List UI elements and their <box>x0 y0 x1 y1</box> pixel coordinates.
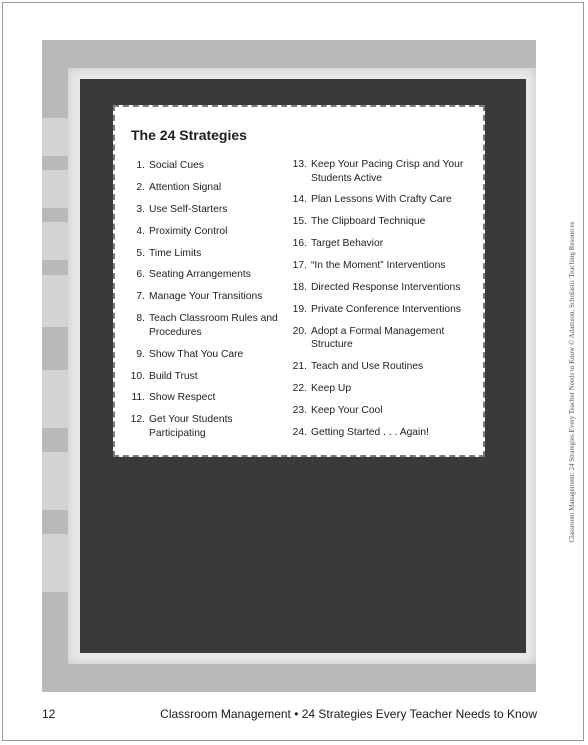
strategy-item <box>285 215 477 229</box>
strategy-label: “In the Moment” Interventions <box>311 260 446 272</box>
strategy-number: 12. <box>130 414 145 426</box>
strategy-label: Use Self-Starters <box>149 203 228 215</box>
side-credit: Classroom Management: 24 Strategies Every Teacher Needs to Know © Adamson, Scholastic Teaching Resources <box>568 221 576 543</box>
strategy-item <box>123 348 279 362</box>
strategy-item <box>123 159 279 173</box>
strategy-item <box>123 391 279 405</box>
strategy-label: Directed Response Interventions <box>311 281 461 293</box>
running-head: Classroom Management • 24 Strategies Every Teacher Needs to Know <box>160 707 537 721</box>
strategy-label: Adopt a Formal Management Structure <box>311 325 445 351</box>
strategy-number: 8. <box>136 313 145 325</box>
box-title: The 24 Strategies <box>131 127 247 143</box>
strategy-label: Seating Arrangements <box>149 269 251 281</box>
strategy-label: Time Limits <box>149 247 202 259</box>
strategy-label: Attention Signal <box>149 181 222 193</box>
strategy-number: 14. <box>292 194 307 206</box>
strategies-left-column <box>123 159 279 449</box>
strategy-number: 18. <box>292 281 307 293</box>
strategy-label: Build Trust <box>149 370 198 382</box>
strategy-item <box>285 360 477 374</box>
strategy-number: 21. <box>292 361 307 373</box>
strategy-number: 24. <box>292 426 307 438</box>
strategy-label: Keep Up <box>311 383 352 395</box>
strategy-label: Get Your Students Participating <box>149 414 233 439</box>
strategy-item <box>123 181 279 195</box>
strategy-number: 11. <box>131 392 145 404</box>
strategy-item <box>285 404 477 418</box>
strategy-label: Keep Your Pacing Crisp and Your Students Active <box>311 159 464 184</box>
strategy-label: Teach Classroom Rules and Procedures <box>149 313 278 338</box>
strategy-item <box>285 259 477 273</box>
strategy-label: Show That You Care <box>149 348 244 360</box>
strategy-label: Social Cues <box>149 160 204 171</box>
strategy-item <box>285 426 477 440</box>
strategy-item <box>123 290 279 304</box>
strategy-label: Keep Your Cool <box>311 404 383 416</box>
strategy-number: 6. <box>136 269 145 281</box>
strategy-label: Getting Started . . . Again! <box>311 426 429 438</box>
strategy-item <box>123 312 279 339</box>
strategy-item <box>285 382 477 396</box>
strategy-number: 13. <box>292 159 307 170</box>
strategy-number: 10. <box>130 370 145 382</box>
strategy-number: 17. <box>292 260 307 272</box>
strategy-number: 5. <box>136 247 145 259</box>
strategy-number: 20. <box>292 325 307 337</box>
strategy-number: 15. <box>292 216 307 228</box>
strategy-item <box>123 203 279 217</box>
strategy-number: 9. <box>136 348 145 360</box>
strategy-label: Manage Your Transitions <box>149 291 263 303</box>
strategy-item <box>285 237 477 251</box>
strategy-item <box>285 303 477 317</box>
strategy-label: Teach and Use Routines <box>311 361 424 373</box>
strategy-number: 22. <box>292 383 307 395</box>
strategy-number: 1. <box>136 160 145 171</box>
bottom-band <box>42 660 536 692</box>
page-number: 12 <box>42 707 56 721</box>
strategy-number: 23. <box>292 404 307 416</box>
strategy-item <box>123 370 279 384</box>
strategies-right-column <box>285 158 477 448</box>
strategy-number: 19. <box>292 303 307 315</box>
strategy-item <box>123 268 279 282</box>
strategies-box <box>113 105 485 457</box>
strategy-item <box>123 225 279 239</box>
strategy-item <box>123 247 279 261</box>
strategy-item <box>285 158 477 185</box>
strategy-item <box>285 193 477 207</box>
strategy-label: Plan Lessons With Crafty Care <box>311 194 452 206</box>
strategy-number: 16. <box>292 238 307 250</box>
strategy-number: 4. <box>136 225 145 237</box>
strategy-label: Proximity Control <box>149 225 228 237</box>
strategy-number: 2. <box>136 181 145 193</box>
strategy-label: The Clipboard Technique <box>311 216 426 228</box>
strategy-item <box>123 413 279 440</box>
strategy-item <box>285 325 477 352</box>
strategy-number: 3. <box>136 203 145 215</box>
strategy-label: Private Conference Interventions <box>311 303 461 315</box>
strategy-item <box>285 281 477 295</box>
strategy-label: Target Behavior <box>311 238 384 250</box>
strategy-number: 7. <box>136 291 145 303</box>
strategy-label: Show Respect <box>149 392 216 404</box>
